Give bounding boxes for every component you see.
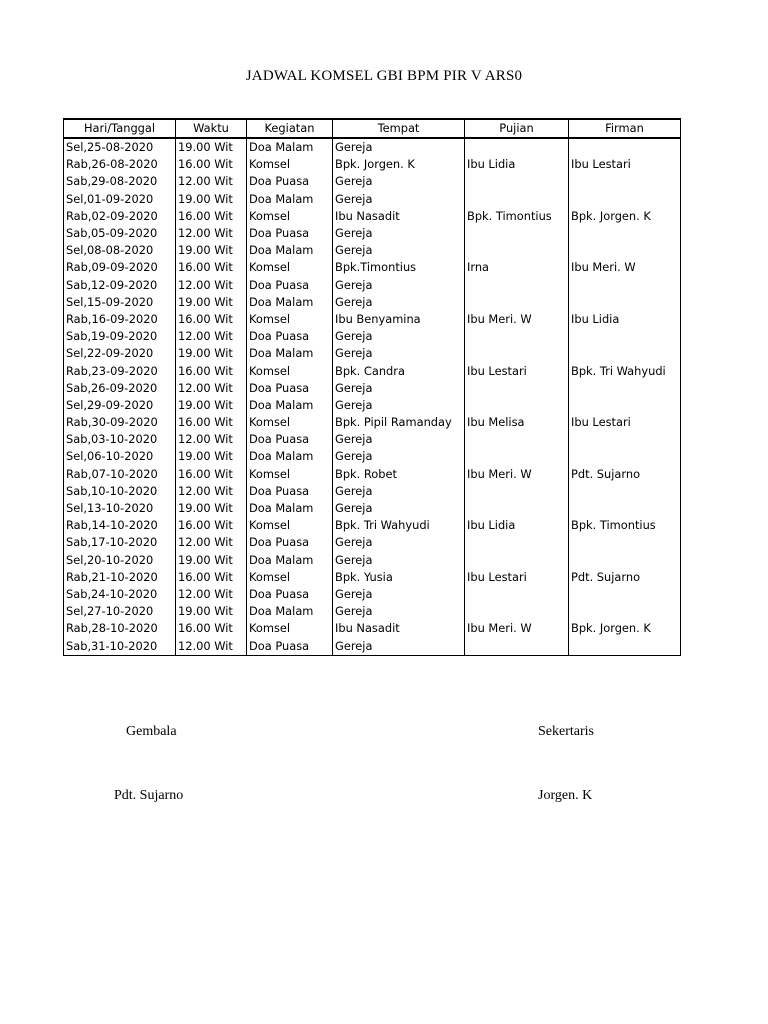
cell-firman bbox=[569, 534, 681, 551]
cell-pujian: Bpk. Timontius bbox=[465, 208, 569, 225]
cell-kegiatan: Doa Puasa bbox=[247, 225, 333, 242]
table-row bbox=[64, 345, 681, 362]
cell-pujian bbox=[465, 534, 569, 551]
cell-firman bbox=[569, 637, 681, 655]
cell-pujian bbox=[465, 586, 569, 603]
cell-hari-tanggal: Rab,23-09-2020 bbox=[64, 362, 176, 379]
cell-waktu: 12.00 Wit bbox=[176, 328, 247, 345]
cell-waktu: 12.00 Wit bbox=[176, 637, 247, 655]
cell-tempat: Gereja bbox=[333, 500, 465, 517]
cell-hari-tanggal: Sab,24-10-2020 bbox=[64, 586, 176, 603]
cell-tempat: Gereja bbox=[333, 603, 465, 620]
cell-tempat: Bpk.Timontius bbox=[333, 259, 465, 276]
cell-kegiatan: Komsel bbox=[247, 156, 333, 173]
cell-tempat: Ibu Nasadit bbox=[333, 620, 465, 637]
cell-waktu: 19.00 Wit bbox=[176, 603, 247, 620]
signature-name-gembala: Pdt. Sujarno bbox=[114, 788, 184, 803]
table-row bbox=[64, 173, 681, 190]
cell-pujian: Ibu Lestari bbox=[465, 362, 569, 379]
cell-tempat: Gereja bbox=[333, 294, 465, 311]
cell-hari-tanggal: Sel,13-10-2020 bbox=[64, 500, 176, 517]
column-header-waktu: Waktu bbox=[176, 119, 247, 138]
cell-firman: Pdt. Sujarno bbox=[569, 466, 681, 483]
cell-hari-tanggal: Sel,29-09-2020 bbox=[64, 397, 176, 414]
cell-kegiatan: Komsel bbox=[247, 569, 333, 586]
cell-tempat: Gereja bbox=[333, 345, 465, 362]
cell-kegiatan: Komsel bbox=[247, 620, 333, 637]
cell-firman bbox=[569, 603, 681, 620]
cell-kegiatan: Komsel bbox=[247, 517, 333, 534]
cell-tempat: Gereja bbox=[333, 552, 465, 569]
cell-pujian: Irna bbox=[465, 259, 569, 276]
cell-firman bbox=[569, 586, 681, 603]
table-row bbox=[64, 328, 681, 345]
table-row bbox=[64, 431, 681, 448]
cell-firman: Pdt. Sujarno bbox=[569, 569, 681, 586]
cell-tempat: Gereja bbox=[333, 534, 465, 551]
cell-firman bbox=[569, 483, 681, 500]
cell-pujian: Ibu Meri. W bbox=[465, 620, 569, 637]
cell-pujian: Ibu Lidia bbox=[465, 156, 569, 173]
cell-pujian bbox=[465, 138, 569, 156]
cell-hari-tanggal: Sab,19-09-2020 bbox=[64, 328, 176, 345]
cell-kegiatan: Doa Malam bbox=[247, 552, 333, 569]
cell-tempat: Gereja bbox=[333, 138, 465, 156]
cell-hari-tanggal: Sab,10-10-2020 bbox=[64, 483, 176, 500]
cell-pujian bbox=[465, 637, 569, 655]
cell-pujian: Ibu Meri. W bbox=[465, 466, 569, 483]
cell-hari-tanggal: Sab,05-09-2020 bbox=[64, 225, 176, 242]
cell-firman bbox=[569, 242, 681, 259]
cell-kegiatan: Doa Puasa bbox=[247, 380, 333, 397]
cell-tempat: Gereja bbox=[333, 277, 465, 294]
cell-pujian: Ibu Meri. W bbox=[465, 311, 569, 328]
table-row bbox=[64, 517, 681, 534]
cell-pujian bbox=[465, 328, 569, 345]
cell-waktu: 19.00 Wit bbox=[176, 242, 247, 259]
cell-hari-tanggal: Rab,21-10-2020 bbox=[64, 569, 176, 586]
cell-firman bbox=[569, 277, 681, 294]
cell-hari-tanggal: Rab,07-10-2020 bbox=[64, 466, 176, 483]
cell-kegiatan: Doa Puasa bbox=[247, 328, 333, 345]
cell-pujian bbox=[465, 173, 569, 190]
cell-tempat: Bpk. Jorgen. K bbox=[333, 156, 465, 173]
cell-pujian bbox=[465, 242, 569, 259]
cell-tempat: Bpk. Robet bbox=[333, 466, 465, 483]
cell-pujian bbox=[465, 448, 569, 465]
table-row bbox=[64, 448, 681, 465]
cell-kegiatan: Komsel bbox=[247, 414, 333, 431]
cell-waktu: 16.00 Wit bbox=[176, 362, 247, 379]
table-row bbox=[64, 552, 681, 569]
cell-pujian bbox=[465, 380, 569, 397]
table-row bbox=[64, 586, 681, 603]
cell-waktu: 19.00 Wit bbox=[176, 552, 247, 569]
cell-hari-tanggal: Sab,03-10-2020 bbox=[64, 431, 176, 448]
cell-hari-tanggal: Sel,25-08-2020 bbox=[64, 138, 176, 156]
cell-tempat: Gereja bbox=[333, 173, 465, 190]
cell-tempat: Bpk. Pipil Ramanday bbox=[333, 414, 465, 431]
cell-waktu: 16.00 Wit bbox=[176, 311, 247, 328]
cell-kegiatan: Komsel bbox=[247, 466, 333, 483]
cell-kegiatan: Doa Puasa bbox=[247, 173, 333, 190]
cell-hari-tanggal: Rab,16-09-2020 bbox=[64, 311, 176, 328]
cell-waktu: 12.00 Wit bbox=[176, 483, 247, 500]
cell-tempat: Ibu Nasadit bbox=[333, 208, 465, 225]
cell-pujian bbox=[465, 552, 569, 569]
cell-pujian bbox=[465, 431, 569, 448]
cell-kegiatan: Doa Puasa bbox=[247, 637, 333, 655]
cell-tempat: Gereja bbox=[333, 586, 465, 603]
cell-pujian: Ibu Lidia bbox=[465, 517, 569, 534]
cell-firman bbox=[569, 345, 681, 362]
table-row bbox=[64, 208, 681, 225]
cell-kegiatan: Doa Malam bbox=[247, 500, 333, 517]
cell-waktu: 12.00 Wit bbox=[176, 431, 247, 448]
table-row bbox=[64, 294, 681, 311]
cell-waktu: 16.00 Wit bbox=[176, 569, 247, 586]
cell-firman bbox=[569, 225, 681, 242]
table-header-row bbox=[64, 119, 681, 138]
cell-tempat: Gereja bbox=[333, 397, 465, 414]
cell-pujian bbox=[465, 483, 569, 500]
cell-waktu: 12.00 Wit bbox=[176, 380, 247, 397]
cell-hari-tanggal: Sel,06-10-2020 bbox=[64, 448, 176, 465]
cell-hari-tanggal: Sab,29-08-2020 bbox=[64, 173, 176, 190]
cell-hari-tanggal: Sab,31-10-2020 bbox=[64, 637, 176, 655]
table-row bbox=[64, 500, 681, 517]
cell-kegiatan: Doa Malam bbox=[247, 448, 333, 465]
table-row bbox=[64, 380, 681, 397]
cell-tempat: Gereja bbox=[333, 328, 465, 345]
column-header-tempat: Tempat bbox=[333, 119, 465, 138]
cell-hari-tanggal: Sel,01-09-2020 bbox=[64, 191, 176, 208]
table-row bbox=[64, 414, 681, 431]
cell-kegiatan: Doa Malam bbox=[247, 242, 333, 259]
table-row bbox=[64, 156, 681, 173]
cell-firman bbox=[569, 552, 681, 569]
cell-pujian bbox=[465, 603, 569, 620]
cell-firman bbox=[569, 328, 681, 345]
cell-tempat: Gereja bbox=[333, 431, 465, 448]
cell-tempat: Ibu Benyamina bbox=[333, 311, 465, 328]
cell-kegiatan: Komsel bbox=[247, 311, 333, 328]
cell-tempat: Gereja bbox=[333, 637, 465, 655]
cell-hari-tanggal: Sel,15-09-2020 bbox=[64, 294, 176, 311]
table-row bbox=[64, 569, 681, 586]
cell-firman bbox=[569, 138, 681, 156]
cell-waktu: 12.00 Wit bbox=[176, 586, 247, 603]
cell-kegiatan: Doa Puasa bbox=[247, 586, 333, 603]
cell-waktu: 12.00 Wit bbox=[176, 534, 247, 551]
table-row bbox=[64, 534, 681, 551]
cell-firman bbox=[569, 191, 681, 208]
cell-pujian bbox=[465, 500, 569, 517]
cell-hari-tanggal: Sel,08-08-2020 bbox=[64, 242, 176, 259]
cell-tempat: Bpk. Yusia bbox=[333, 569, 465, 586]
cell-hari-tanggal: Rab,26-08-2020 bbox=[64, 156, 176, 173]
cell-hari-tanggal: Rab,28-10-2020 bbox=[64, 620, 176, 637]
cell-hari-tanggal: Sab,17-10-2020 bbox=[64, 534, 176, 551]
cell-tempat: Bpk. Candra bbox=[333, 362, 465, 379]
cell-firman: Bpk. Jorgen. K bbox=[569, 208, 681, 225]
cell-waktu: 16.00 Wit bbox=[176, 208, 247, 225]
table-row bbox=[64, 242, 681, 259]
cell-hari-tanggal: Sel,27-10-2020 bbox=[64, 603, 176, 620]
column-header-hari-tanggal: Hari/Tanggal bbox=[64, 119, 176, 138]
column-header-firman: Firman bbox=[569, 119, 681, 138]
cell-waktu: 16.00 Wit bbox=[176, 414, 247, 431]
cell-tempat: Gereja bbox=[333, 191, 465, 208]
table-row bbox=[64, 225, 681, 242]
cell-firman: Bpk. Jorgen. K bbox=[569, 620, 681, 637]
cell-waktu: 16.00 Wit bbox=[176, 259, 247, 276]
cell-kegiatan: Doa Malam bbox=[247, 191, 333, 208]
cell-kegiatan: Doa Malam bbox=[247, 345, 333, 362]
cell-firman: Ibu Lestari bbox=[569, 414, 681, 431]
cell-waktu: 12.00 Wit bbox=[176, 173, 247, 190]
cell-waktu: 16.00 Wit bbox=[176, 156, 247, 173]
cell-firman: Bpk. Timontius bbox=[569, 517, 681, 534]
cell-kegiatan: Doa Malam bbox=[247, 397, 333, 414]
table-row bbox=[64, 637, 681, 655]
table-row bbox=[64, 362, 681, 379]
cell-kegiatan: Doa Puasa bbox=[247, 431, 333, 448]
table-row bbox=[64, 397, 681, 414]
cell-firman bbox=[569, 380, 681, 397]
table-row bbox=[64, 311, 681, 328]
cell-pujian: Ibu Melisa bbox=[465, 414, 569, 431]
cell-hari-tanggal: Rab,14-10-2020 bbox=[64, 517, 176, 534]
cell-tempat: Gereja bbox=[333, 225, 465, 242]
cell-hari-tanggal: Sab,26-09-2020 bbox=[64, 380, 176, 397]
cell-waktu: 19.00 Wit bbox=[176, 397, 247, 414]
cell-hari-tanggal: Rab,30-09-2020 bbox=[64, 414, 176, 431]
column-header-pujian: Pujian bbox=[465, 119, 569, 138]
signature-role-sekertaris: Sekertaris bbox=[538, 724, 594, 739]
cell-tempat: Gereja bbox=[333, 448, 465, 465]
cell-kegiatan: Doa Malam bbox=[247, 294, 333, 311]
schedule-table bbox=[63, 118, 681, 656]
table-row bbox=[64, 483, 681, 500]
cell-pujian bbox=[465, 397, 569, 414]
cell-hari-tanggal: Sab,12-09-2020 bbox=[64, 277, 176, 294]
cell-kegiatan: Komsel bbox=[247, 208, 333, 225]
cell-hari-tanggal: Sel,22-09-2020 bbox=[64, 345, 176, 362]
cell-waktu: 16.00 Wit bbox=[176, 466, 247, 483]
cell-hari-tanggal: Rab,09-09-2020 bbox=[64, 259, 176, 276]
cell-kegiatan: Doa Puasa bbox=[247, 483, 333, 500]
schedule-body bbox=[64, 138, 681, 655]
cell-waktu: 19.00 Wit bbox=[176, 345, 247, 362]
cell-pujian: Ibu Lestari bbox=[465, 569, 569, 586]
cell-firman: Ibu Lidia bbox=[569, 311, 681, 328]
cell-tempat: Gereja bbox=[333, 242, 465, 259]
cell-waktu: 19.00 Wit bbox=[176, 138, 247, 156]
cell-hari-tanggal: Rab,02-09-2020 bbox=[64, 208, 176, 225]
cell-tempat: Gereja bbox=[333, 483, 465, 500]
cell-waktu: 16.00 Wit bbox=[176, 517, 247, 534]
cell-firman bbox=[569, 294, 681, 311]
cell-pujian bbox=[465, 345, 569, 362]
cell-waktu: 19.00 Wit bbox=[176, 294, 247, 311]
cell-hari-tanggal: Sel,20-10-2020 bbox=[64, 552, 176, 569]
cell-waktu: 19.00 Wit bbox=[176, 191, 247, 208]
cell-kegiatan: Doa Puasa bbox=[247, 277, 333, 294]
cell-kegiatan: Doa Puasa bbox=[247, 534, 333, 551]
cell-pujian bbox=[465, 225, 569, 242]
cell-kegiatan: Doa Malam bbox=[247, 138, 333, 156]
table-row bbox=[64, 191, 681, 208]
cell-firman: Ibu Meri. W bbox=[569, 259, 681, 276]
table-row bbox=[64, 466, 681, 483]
table-row bbox=[64, 277, 681, 294]
cell-waktu: 19.00 Wit bbox=[176, 448, 247, 465]
cell-pujian bbox=[465, 277, 569, 294]
cell-firman: Bpk. Tri Wahyudi bbox=[569, 362, 681, 379]
cell-firman bbox=[569, 448, 681, 465]
cell-waktu: 19.00 Wit bbox=[176, 500, 247, 517]
cell-kegiatan: Komsel bbox=[247, 259, 333, 276]
cell-tempat: Gereja bbox=[333, 380, 465, 397]
cell-firman bbox=[569, 173, 681, 190]
cell-waktu: 12.00 Wit bbox=[176, 277, 247, 294]
page-title: JADWAL KOMSEL GBI BPM PIR V ARS0 bbox=[245, 68, 523, 84]
cell-kegiatan: Doa Malam bbox=[247, 603, 333, 620]
signature-name-sekertaris: Jorgen. K bbox=[538, 788, 593, 803]
column-header-kegiatan: Kegiatan bbox=[247, 119, 333, 138]
table-row bbox=[64, 620, 681, 637]
cell-waktu: 12.00 Wit bbox=[176, 225, 247, 242]
cell-pujian bbox=[465, 191, 569, 208]
table-row bbox=[64, 138, 681, 156]
table-row bbox=[64, 259, 681, 276]
signature-role-gembala: Gembala bbox=[126, 724, 177, 739]
cell-kegiatan: Komsel bbox=[247, 362, 333, 379]
cell-tempat: Bpk. Tri Wahyudi bbox=[333, 517, 465, 534]
cell-firman: Ibu Lestari bbox=[569, 156, 681, 173]
cell-waktu: 16.00 Wit bbox=[176, 620, 247, 637]
cell-firman bbox=[569, 397, 681, 414]
cell-pujian bbox=[465, 294, 569, 311]
table-row bbox=[64, 603, 681, 620]
cell-firman bbox=[569, 431, 681, 448]
cell-firman bbox=[569, 500, 681, 517]
